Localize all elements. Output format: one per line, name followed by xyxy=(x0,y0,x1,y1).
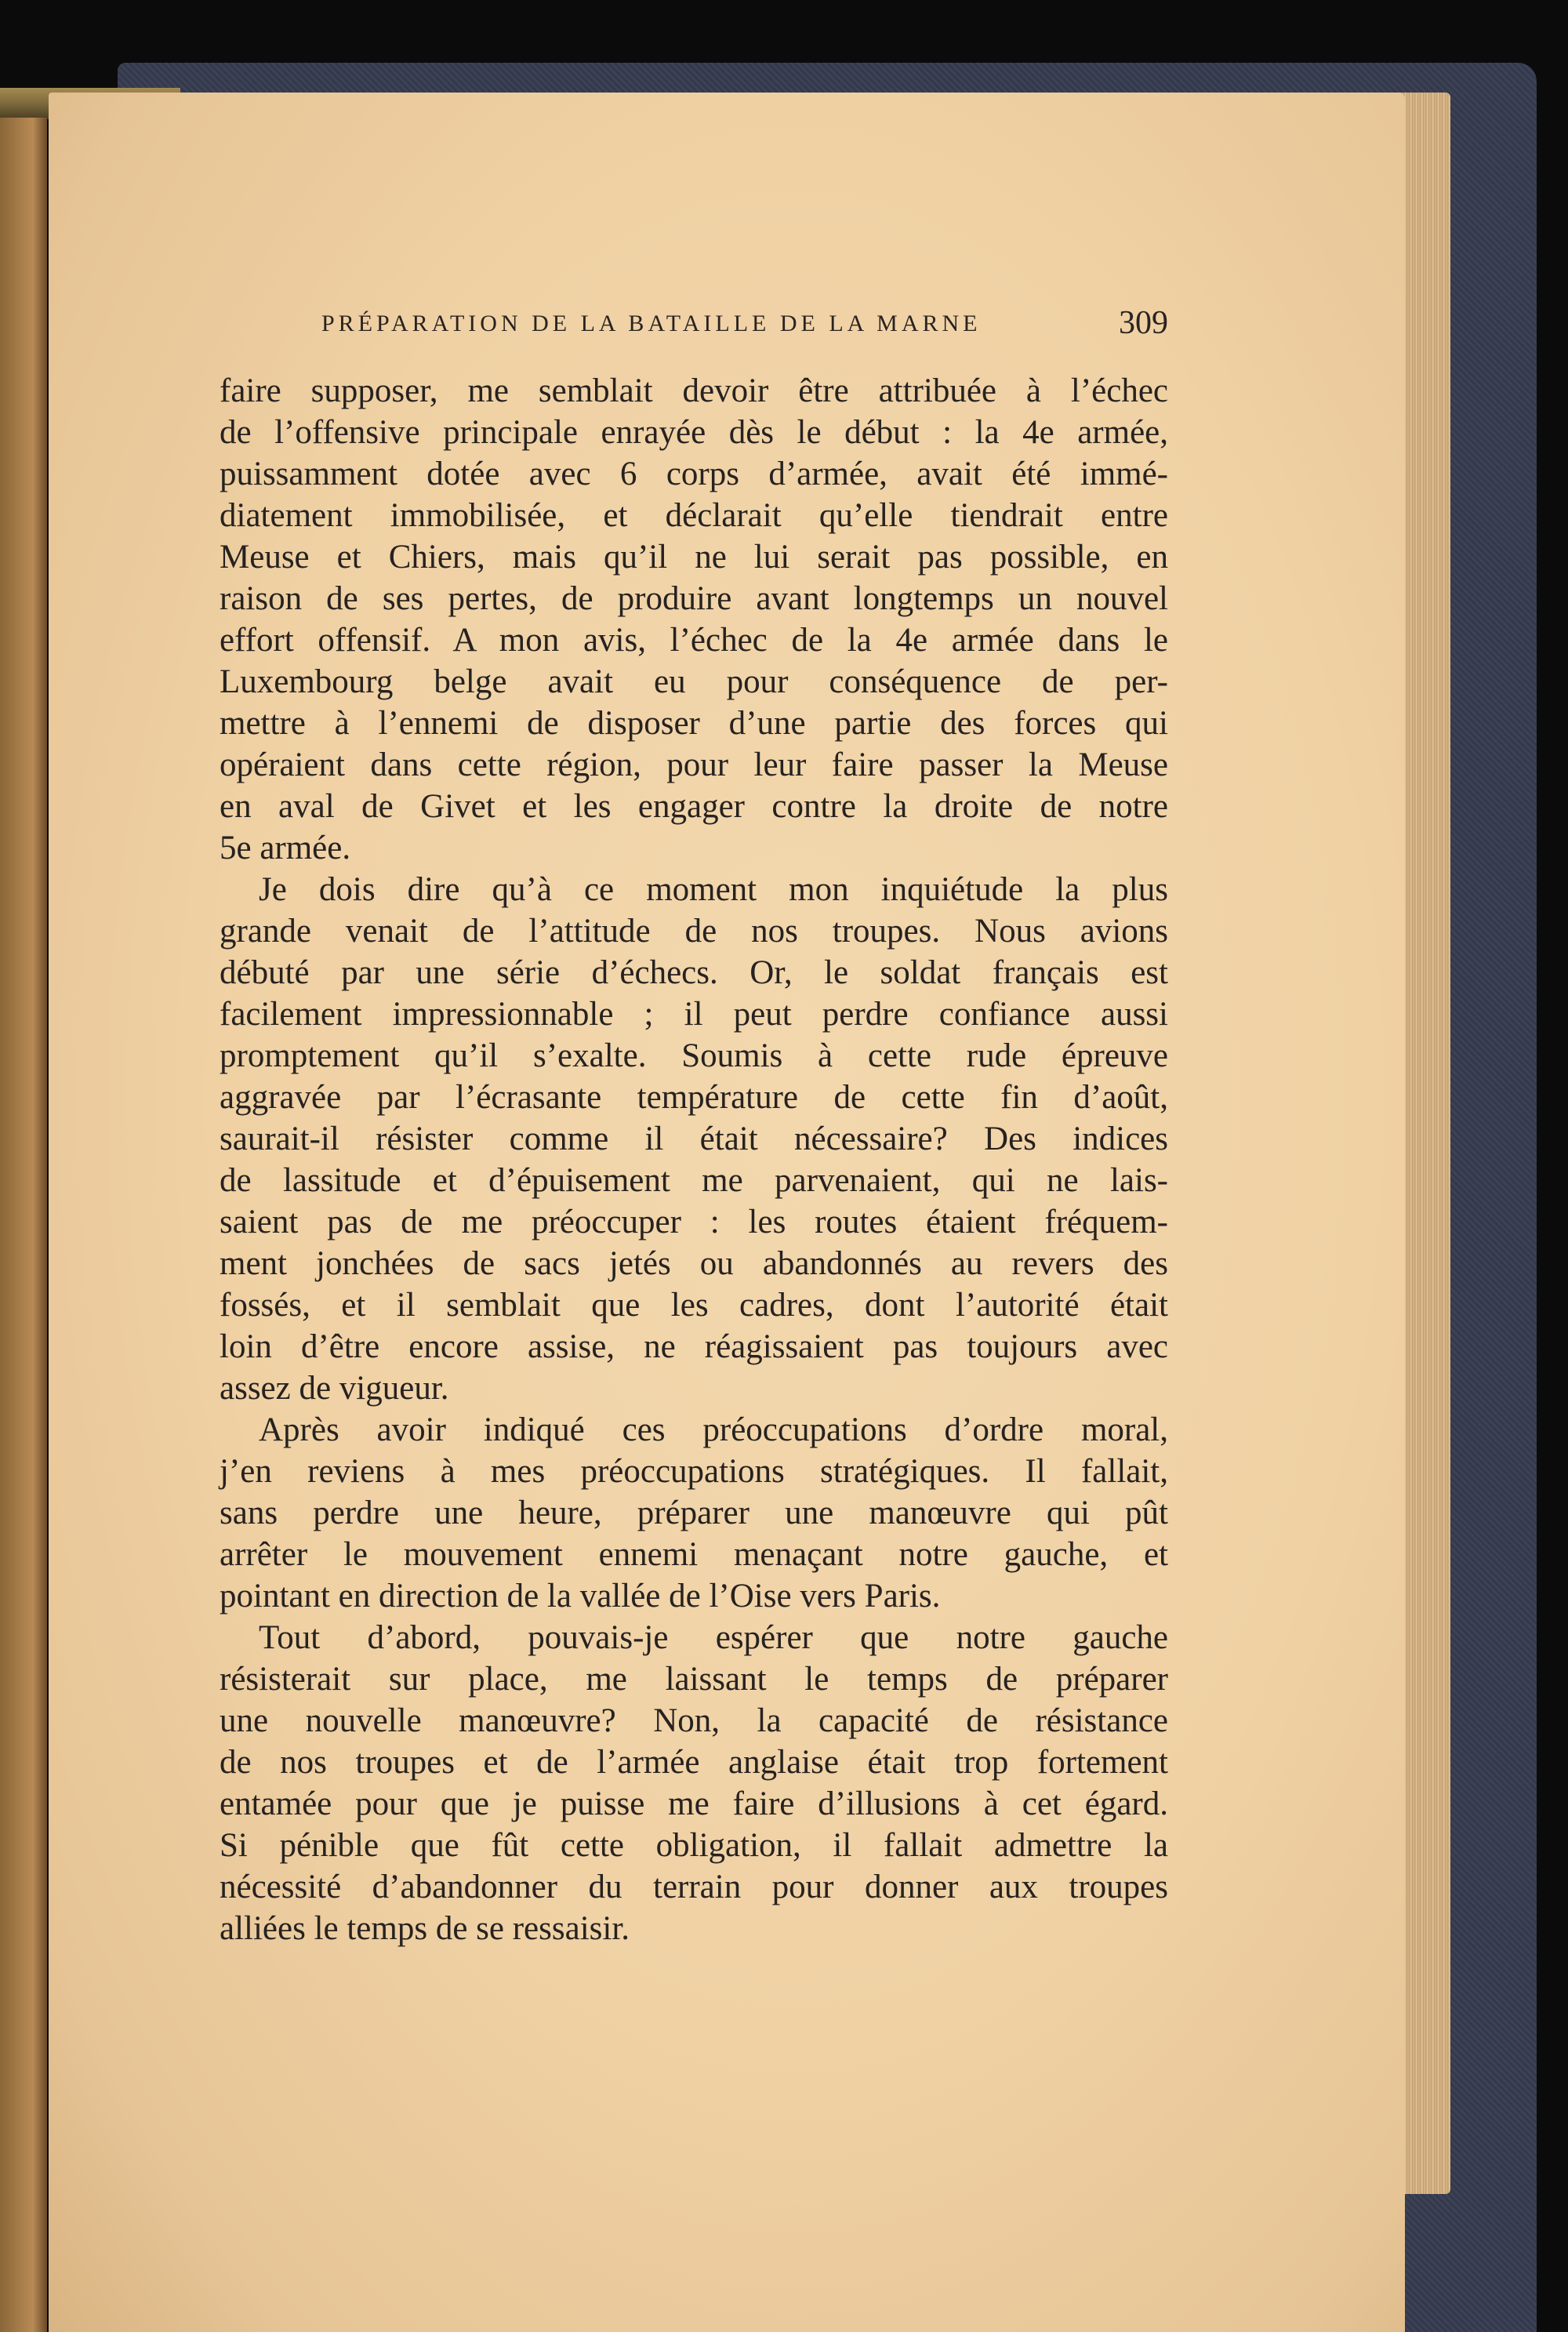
text-line: effort offensif. A mon avis, l’échec de la 4e armée dans le xyxy=(220,622,1168,659)
text-line: raison de ses pertes, de produire avant longtemps un nouvel xyxy=(220,580,1168,617)
text-line: Je dois dire qu’à ce moment mon inquiétude la plus xyxy=(259,871,1168,908)
text-line: ment jonchées de sacs jetés ou abandonnés au revers des xyxy=(220,1245,1168,1282)
text-line: pointant en direction de la vallée de l’Oise vers Paris. xyxy=(220,1578,941,1615)
running-head: PRÉPARATION DE LA BATAILLE DE LA MARNE xyxy=(321,311,982,336)
text-line: Tout d’abord, pouvais-je espérer que notre gauche xyxy=(259,1619,1168,1656)
text-line: sans perdre une heure, préparer une manœuvre qui pût xyxy=(220,1495,1168,1531)
text-line: entamée pour que je puisse me faire d’illusions à cet égard. xyxy=(220,1785,1168,1822)
text-line: Luxembourg belge avait eu pour conséquence de per- xyxy=(220,663,1168,700)
page-number: 309 xyxy=(1119,305,1168,341)
text-line: de nos troupes et de l’armée anglaise était trop fortement xyxy=(220,1744,1168,1781)
text-line: opéraient dans cette région, pour leur faire passer la Meuse xyxy=(220,746,1168,783)
text-line: puissamment dotée avec 6 corps d’armée, avait été immé- xyxy=(220,456,1168,492)
text-line: de lassitude et d’épuisement me parvenaient, qui ne lais- xyxy=(220,1162,1168,1199)
text-line: en aval de Givet et les engager contre la droite de notre xyxy=(220,788,1168,825)
text-line: fossés, et il semblait que les cadres, dont l’autorité était xyxy=(220,1287,1168,1324)
previous-page-edge xyxy=(0,118,47,2332)
text-line: loin d’être encore assise, ne réagissaient pas toujours avec xyxy=(220,1328,1168,1365)
text-line: j’en reviens à mes préoccupations stratégiques. Il fallait, xyxy=(220,1453,1168,1490)
text-line: faire supposer, me semblait devoir être attribuée à l’échec xyxy=(220,372,1168,409)
text-line: de l’offensive principale enrayée dès le début : la 4e armée, xyxy=(220,414,1168,451)
paragraph xyxy=(220,1409,1168,1617)
text-line: alliées le temps de se ressaisir. xyxy=(220,1910,630,1947)
text-line: promptement qu’il s’exalte. Soumis à cette rude épreuve xyxy=(220,1037,1168,1074)
page-header xyxy=(321,304,1168,351)
text-line: diatement immobilisée, et déclarait qu’elle tiendrait entre xyxy=(220,497,1168,534)
text-line: 5e armée. xyxy=(220,830,351,866)
text-line: assez de vigueur. xyxy=(220,1370,449,1407)
body-text xyxy=(220,370,1168,1949)
text-line: débuté par une série d’échecs. Or, le soldat français est xyxy=(220,954,1168,991)
text-line: aggravée par l’écrasante température de cette fin d’août, xyxy=(220,1079,1168,1116)
text-line: arrêter le mouvement ennemi menaçant notre gauche, et xyxy=(220,1536,1168,1573)
text-line: saurait-il résister comme il était nécessaire? Des indices xyxy=(220,1121,1168,1157)
text-line: Meuse et Chiers, mais qu’il ne lui serait pas possible, en xyxy=(220,539,1168,576)
text-line: Si pénible que fût cette obligation, il fallait admettre la xyxy=(220,1827,1168,1864)
text-line: résisterait sur place, me laissant le temps de préparer xyxy=(220,1661,1168,1698)
text-line: nécessité d’abandonner du terrain pour donner aux troupes xyxy=(220,1869,1168,1905)
text-line: grande venait de l’attitude de nos troupes. Nous avions xyxy=(220,913,1168,950)
paragraph xyxy=(220,869,1168,1409)
paragraph xyxy=(220,1617,1168,1949)
text-line: saient pas de me préoccuper : les routes étaient fréquem- xyxy=(220,1204,1168,1240)
text-line: facilement impressionnable ; il peut perdre confiance aussi xyxy=(220,996,1168,1033)
text-line: une nouvelle manœuvre? Non, la capacité de résistance xyxy=(220,1702,1168,1739)
text-line: mettre à l’ennemi de disposer d’une partie des forces qui xyxy=(220,705,1168,742)
paragraph xyxy=(220,370,1168,869)
text-line: Après avoir indiqué ces préoccupations d’ordre moral, xyxy=(259,1411,1168,1448)
